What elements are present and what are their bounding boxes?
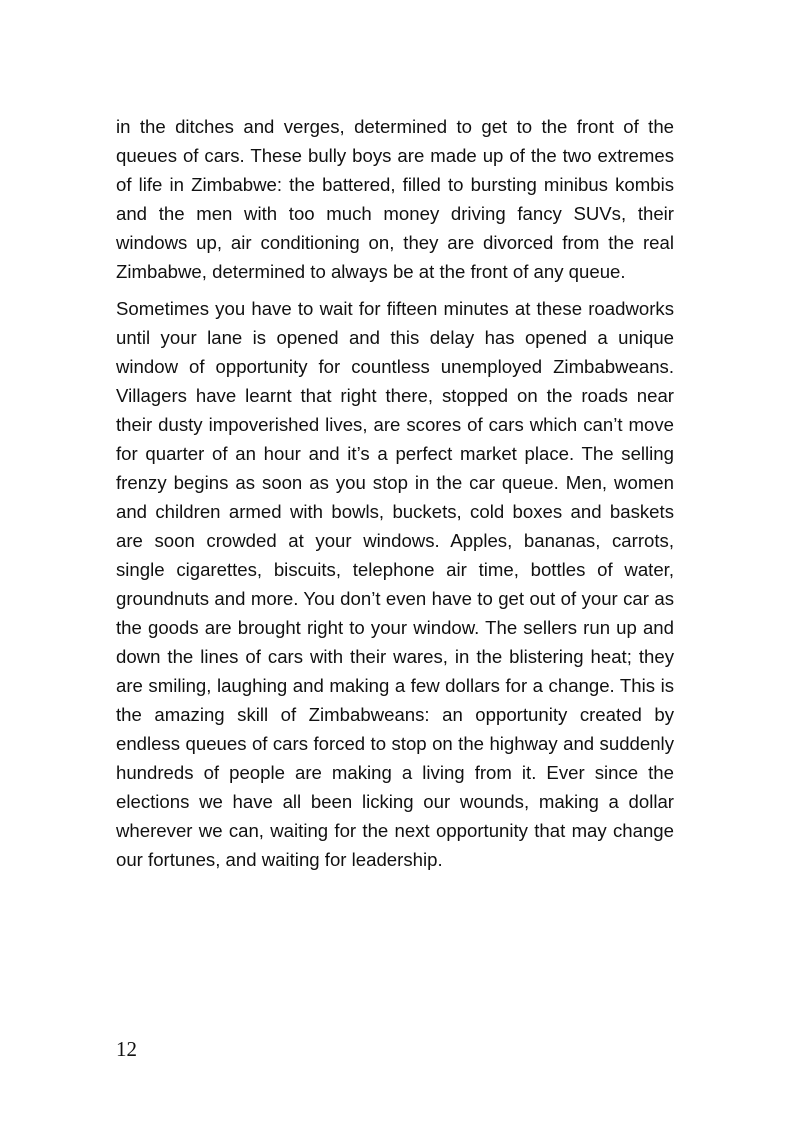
body-text: [116, 112, 674, 874]
page-number: 12: [116, 1037, 137, 1061]
paragraph-1: in the ditches and verges, determined to get to the front of the queues of cars. These bully boys are made up of the two extremes of life in Zimbabwe: the battered, filled to bursting minibus kombis and the men with too much money driving fancy SUVs, their windows up, air conditioning on, they are divorced from the real Zimbabwe, determined to always be at the front of any queue.: [116, 116, 674, 282]
paragraph-2: Sometimes you have to wait for fifteen minutes at these roadworks until your lane is opened and this delay has opened a unique window of opportunity for countless unemployed Zimbabweans. Villagers have learnt that right there, stopped on the roads near their dusty impoverished lives, are scores of cars which can’t move for quarter of an hour and it’s a perfect market place. The selling frenzy begins as soon as you stop in the car queue. Men, women and children armed with bowls, buckets, cold boxes and baskets are soon crowded at your windows. Apples, bananas, carrots, single cigarettes, biscuits, telephone air time, bottles of water, groundnuts and more. You don’t even have to get out of your car as the goods are brought right to your window. The sellers run up and down the lines of cars with their wares, in the blistering heat; they are smiling, laughing and making a few dollars for a change. This is the amazing skill of Zimbabweans: an opportunity created by endless queues of cars forced to stop on the highway and suddenly hundreds of people are making a living from it. Ever since the elections we have all been licking our wounds, making a dollar wherever we can, waiting for the next opportunity that may change our fortunes, and waiting for leadership.: [116, 298, 674, 870]
